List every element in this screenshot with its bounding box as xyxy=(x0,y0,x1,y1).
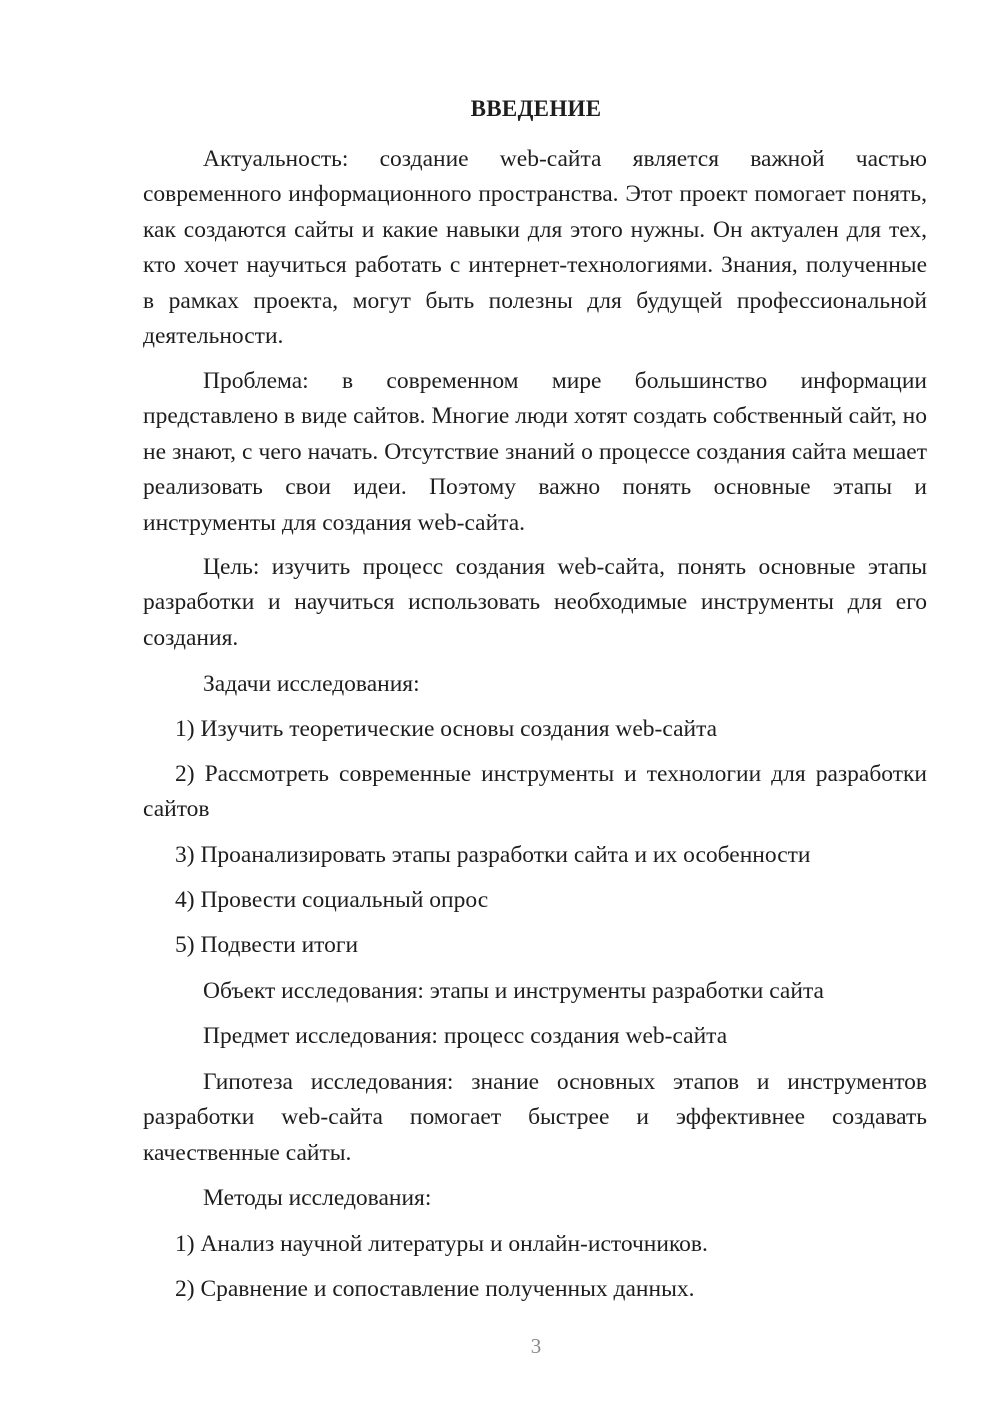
task-item-1: 1) Изучить теоретические основы создания web-сайта xyxy=(175,716,718,742)
task-item-3: 3) Проанализировать этапы разработки сайта и их особенности xyxy=(175,842,811,868)
methods-heading: Методы исследования: xyxy=(203,1185,432,1211)
paragraph-object: Объект исследования: этапы и инструменты разработки сайта xyxy=(203,978,824,1004)
method-item-1: 1) Анализ научной литературы и онлайн-источников. xyxy=(175,1231,708,1257)
paragraph-relevance: Актуальность: создание web-сайта является важной частью современного информационного пространства. Этот проект помогает понять, как создаются сайты и какие навыки для этого нужны. Он актуален для тех, кто хочет научиться работать с интернет-технологиями. Знания, полученные в рамках проекта, могут быть полезны для будущей профессиональной деятельности. xyxy=(143,146,927,350)
paragraph-hypothesis: Гипотеза исследования: знание основных этапов и инструментов разработки web-сайта помогает быстрее и эффективнее создавать качественные сайты. xyxy=(143,1069,927,1166)
section-title: ВВЕДЕНИЕ xyxy=(470,96,602,121)
method-item-2: 2) Сравнение и сопоставление полученных данных. xyxy=(175,1276,695,1302)
paragraph-subject: Предмет исследования: процесс создания web-сайта xyxy=(203,1023,728,1049)
task-item-2: 2) Рассмотреть современные инструменты и технологии для разработки сайтов xyxy=(143,761,927,823)
task-item-4: 4) Провести социальный опрос xyxy=(175,887,489,913)
paragraph-goal: Цель: изучить процесс создания web-сайта, понять основные этапы разработки и научиться использовать необходимые инструменты для его создания. xyxy=(143,554,927,651)
tasks-heading: Задачи исследования: xyxy=(203,671,420,697)
task-item-5: 5) Подвести итоги xyxy=(175,932,359,958)
page-number: 3 xyxy=(530,1334,542,1358)
paragraph-problem: Проблема: в современном мире большинство информации представлено в виде сайтов. Многие люди хотят создать собственный сайт, но не знают, с чего начать. Отсутствие знаний о процессе создания сайта мешает реализовать свои идеи. Поэтому важно понять основные этапы и инструменты для создания web-сайта. xyxy=(143,368,927,536)
